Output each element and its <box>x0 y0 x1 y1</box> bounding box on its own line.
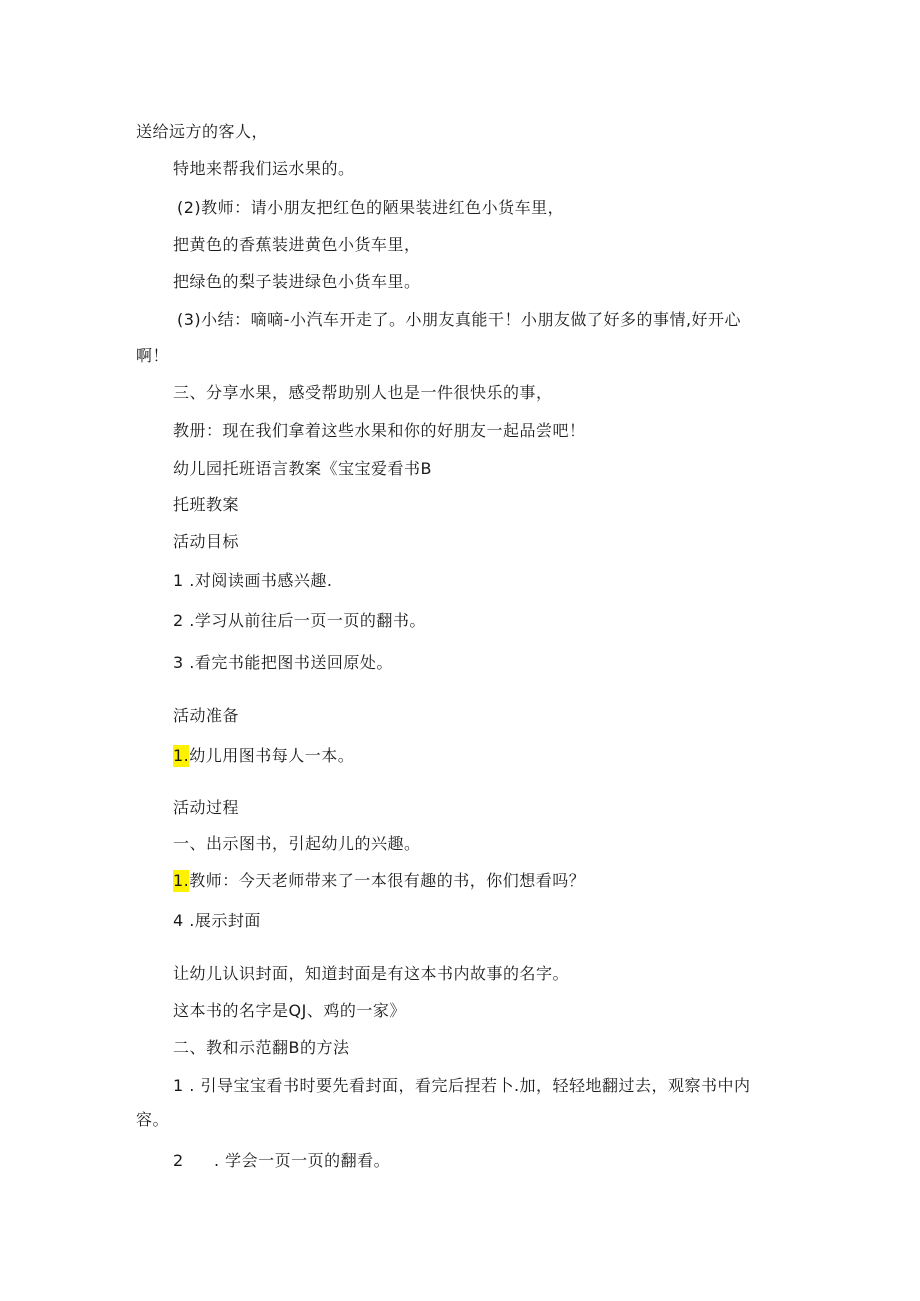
highlighted-number: 1. <box>173 746 190 765</box>
list-item: 2 .学习从前往后一页一页的翻书。 <box>173 611 426 630</box>
list-item: 3 .看完书能把图书送回原处。 <box>173 653 393 672</box>
text-line: 把绿色的梨子装进绿色小货车里。 <box>173 272 421 291</box>
text-line: (3)小结：嘀嘀-小汽车开走了。小朋友真能干！小朋友做了好多的事情,好开心 <box>177 310 742 329</box>
text-line: 容。 <box>136 1110 170 1129</box>
text-line: 送给远方的客人， <box>136 122 269 141</box>
list-item: 4 .展示封面 <box>173 911 261 930</box>
list-item: 1 . 引导宝宝看书时要先看封面，看完后捏若卜.加，轻轻地翻过去，观察书中内 <box>173 1076 751 1095</box>
text-line: 啊！ <box>136 346 170 365</box>
section-heading: 三、分享水果，感受帮助别人也是一件很快乐的事， <box>173 383 553 402</box>
section-heading: 活动准备 <box>173 706 240 725</box>
section-heading: 活动过程 <box>173 798 240 817</box>
lesson-title: 幼儿园托班语言教案《宝宝爱看书B <box>173 459 432 478</box>
list-item-number: 2 <box>173 1151 184 1170</box>
section-heading: 活动目标 <box>173 532 240 551</box>
list-item-text: . 学会一页一页的翻看。 <box>214 1151 391 1170</box>
text-line: 特地来帮我们运水果的。 <box>173 159 355 178</box>
list-item-text: 教师：今天老师带来了一本很有趣的书，你们想看吗？ <box>189 871 586 890</box>
list-item: 1 .对阅读画书感兴趣. <box>173 571 333 590</box>
highlighted-number: 1. <box>173 871 190 890</box>
text-line: 教册：现在我们拿着这些水果和你的好朋友一起品尝吧！ <box>173 421 586 440</box>
text-line: 把黄色的香蕉装进黄色小货车里， <box>173 235 421 254</box>
text-line: 这本书的名字是QJ、鸡的一家》 <box>173 1001 406 1020</box>
list-item <box>173 745 354 767</box>
list-item <box>173 870 585 892</box>
text-line: 一、出示图书，引起幼儿的兴趣。 <box>173 834 421 853</box>
text-line: 让幼儿认识封面，知道封面是有这本书内故事的名字。 <box>173 964 570 983</box>
list-item-text: 幼儿用图书每人一本。 <box>189 746 355 765</box>
section-heading: 二、教和示范翻B的方法 <box>173 1038 350 1057</box>
text-line: (2)教师：请小朋友把红色的陋果装进红色小货车里， <box>177 198 565 217</box>
text-line: 托班教案 <box>173 495 240 514</box>
